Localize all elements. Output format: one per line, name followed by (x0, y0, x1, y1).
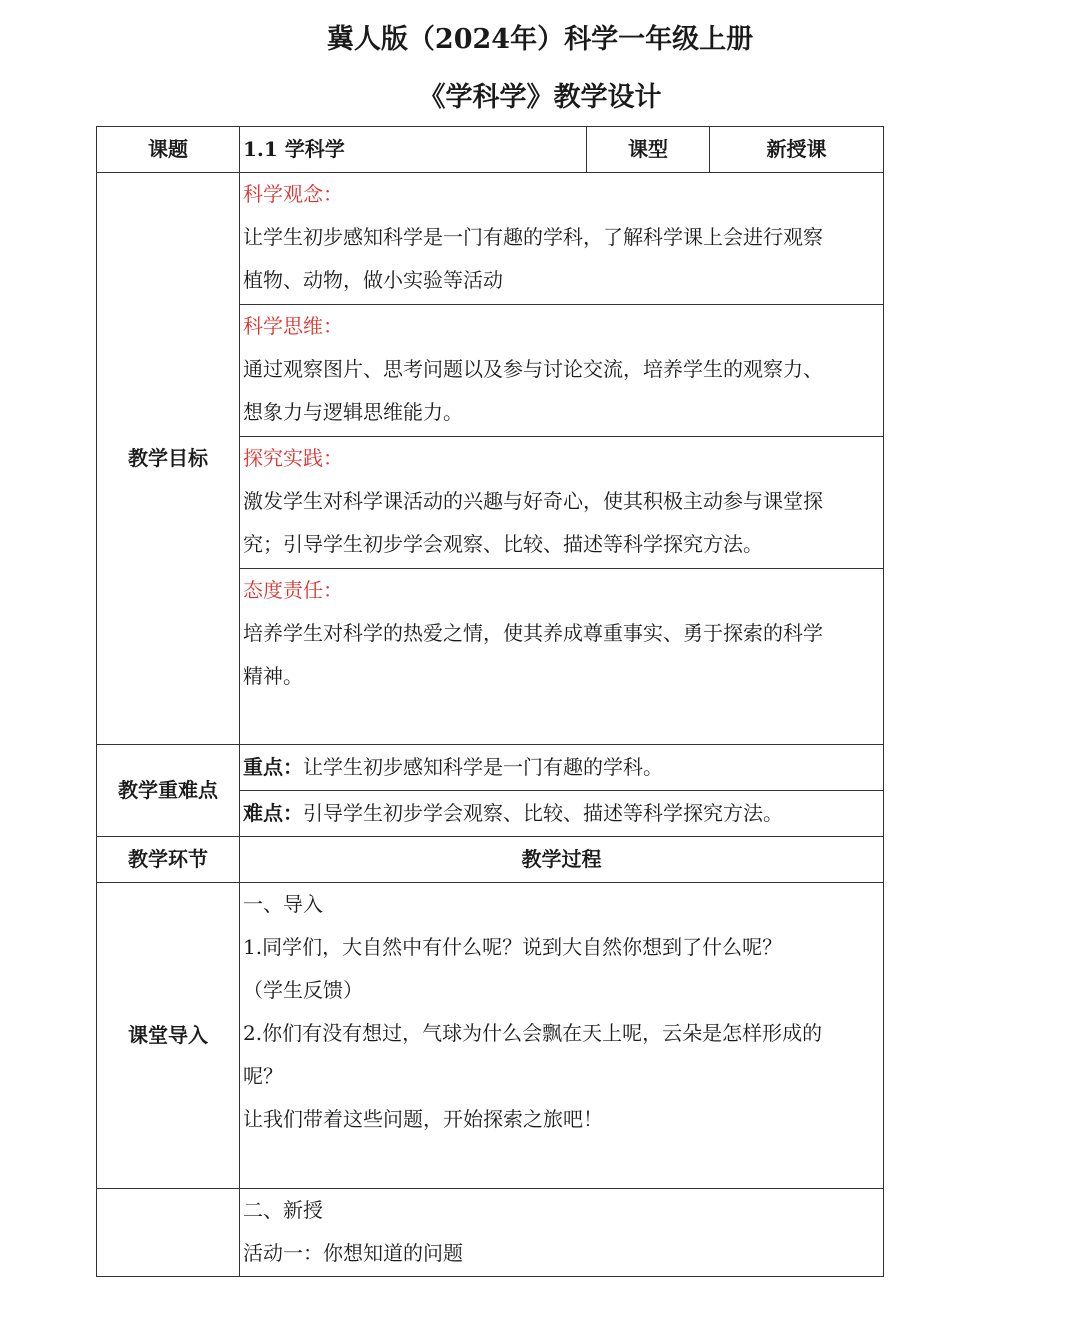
document-title: 冀人版（2024年）科学一年级上册 (326, 24, 754, 55)
topic-label: 课题 (97, 127, 240, 173)
objective-heading: 探究实践： (243, 446, 343, 470)
lesson-plan-table (96, 126, 884, 1277)
objective-science-thinking (240, 305, 884, 437)
intro-line: 2.你们有没有想过，气球为什么会飘在天上呢，云朵是怎样形成的 (243, 1021, 823, 1045)
intro-line: 让我们带着这些问题，开始探索之旅吧！ (243, 1107, 603, 1131)
key-point-row (97, 745, 884, 791)
intro-line: 1.同学们，大自然中有什么呢？说到大自然你想到了什么呢？ (243, 935, 783, 959)
objective-heading: 科学思维： (243, 314, 343, 338)
objective-attitude (240, 569, 884, 745)
intro-line: （学生反馈） (243, 978, 363, 1002)
objective-text: 培养学生对科学的热爱之情，使其养成尊重事实、勇于探索的科学 (243, 621, 823, 645)
new-lesson-row (97, 1189, 884, 1277)
process-header: 教学过程 (240, 837, 884, 883)
type-label: 课型 (587, 127, 710, 173)
intro-line: 一、导入 (243, 892, 323, 916)
intro-line: 呢？ (243, 1064, 283, 1088)
key-point-prefix: 重点： (243, 755, 303, 779)
difficult-point-prefix: 难点： (243, 801, 303, 825)
info-row (97, 127, 884, 173)
new-lesson-line: 活动一：你想知道的问题 (243, 1241, 463, 1265)
stage-header: 教学环节 (97, 837, 240, 883)
objectives-label: 教学目标 (97, 173, 240, 745)
objective-text: 究；引导学生初步学会观察、比较、描述等科学探究方法。 (243, 532, 763, 556)
new-lesson-content (240, 1189, 884, 1277)
key-points-label: 教学重难点 (97, 745, 240, 837)
objective-text: 精神。 (243, 664, 303, 688)
objective-text: 植物、动物，做小实验等活动 (243, 268, 503, 292)
objective-inquiry-practice (240, 437, 884, 569)
difficult-point-text: 引导学生初步学会观察、比较、描述等科学探究方法。 (303, 801, 783, 825)
difficult-point (240, 791, 884, 837)
intro-row (97, 883, 884, 1189)
objective-text: 让学生初步感知科学是一门有趣的学科，了解科学课上会进行观察 (243, 225, 823, 249)
objective-row-1 (97, 173, 884, 305)
new-lesson-label-cell (97, 1189, 240, 1277)
objective-heading: 科学观念： (243, 182, 343, 206)
objective-science-concept (240, 173, 884, 305)
objective-text: 激发学生对科学课活动的兴趣与好奇心，使其积极主动参与课堂探 (243, 489, 823, 513)
intro-label: 课堂导入 (97, 883, 240, 1189)
new-lesson-line: 二、新授 (243, 1198, 323, 1222)
key-point (240, 745, 884, 791)
process-header-row (97, 837, 884, 883)
key-point-text: 让学生初步感知科学是一门有趣的学科。 (303, 755, 663, 779)
objective-heading: 态度责任： (243, 578, 343, 602)
objective-text: 想象力与逻辑思维能力。 (243, 400, 463, 424)
intro-content (240, 883, 884, 1189)
objective-text: 通过观察图片、思考问题以及参与讨论交流，培养学生的观察力、 (243, 357, 823, 381)
document-subtitle: 《学科学》教学设计 (418, 82, 662, 113)
topic-value: 1.1 学科学 (240, 127, 587, 173)
type-value: 新授课 (710, 127, 884, 173)
